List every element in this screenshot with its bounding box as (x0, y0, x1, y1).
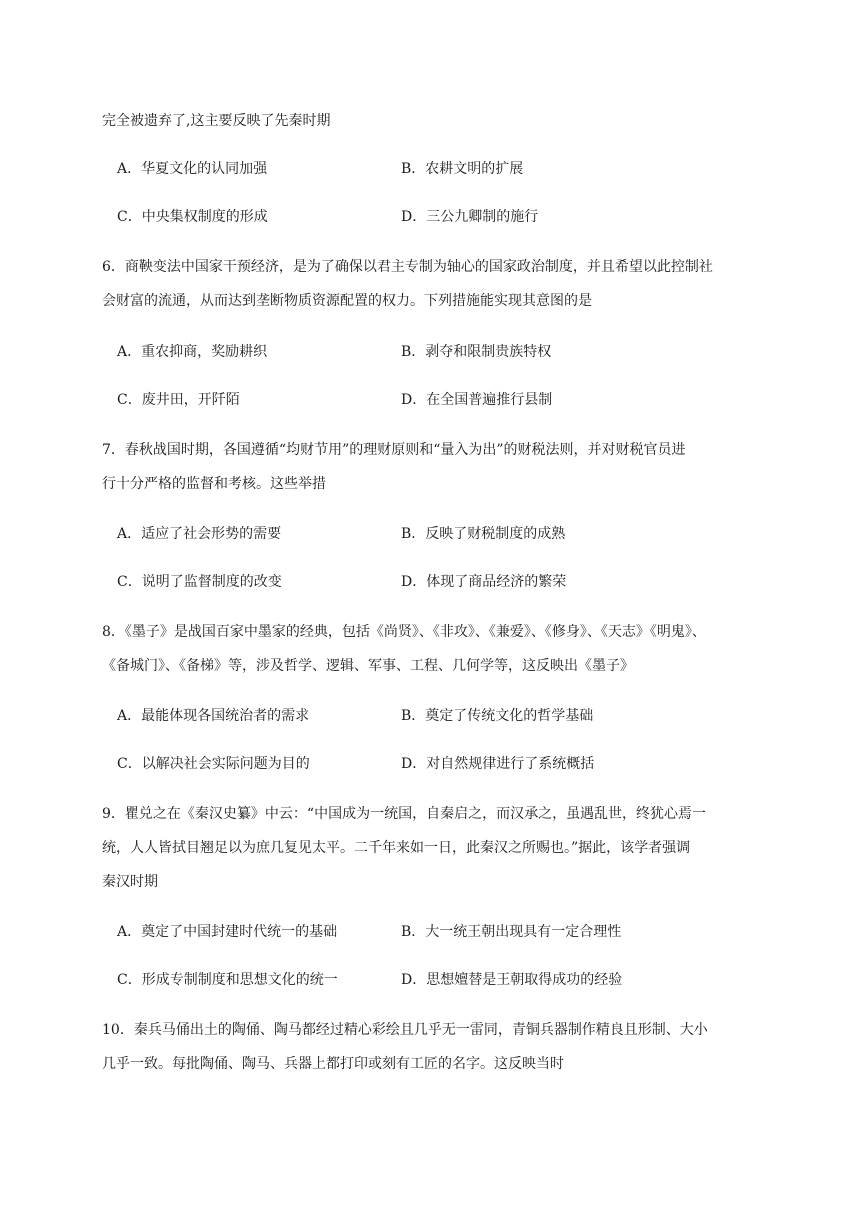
question-7-option-c: C．说明了监督制度的改变 (117, 574, 282, 590)
question-8-stem-line-2: 《备城门》、《备梯》等，涉及哲学、逻辑、军事、工程、几何学等，这反映出《墨子》 (102, 658, 634, 674)
question-8-option-c: C．以解决社会实际问题为目的 (117, 756, 310, 772)
question-9-stem-line-1: 9．瞿兑之在《秦汉史纂》中云：“中国成为一统国，自秦启之，而汉承之，虽遇乱世，终犹心焉一 (102, 806, 707, 822)
question-7-stem-line-2: 行十分严格的监督和考核。这些举措 (102, 476, 326, 492)
question-6-option-b: B．剥夺和限制贵族特权 (401, 344, 552, 360)
question-10-stem-line-2: 几乎一致。每批陶俑、陶马、兵器上都打印或刻有工匠的名字。这反映当时 (102, 1056, 564, 1072)
question-5-stem-tail: 完全被遗弃了,这主要反映了先秦时期 (102, 113, 331, 129)
question-9-stem-line-3: 秦汉时期 (102, 874, 158, 890)
question-6-option-c: C．废井田，开阡陌 (117, 392, 240, 408)
question-9-option-d: D．思想嬗替是王朝取得成功的经验 (401, 972, 623, 988)
question-7-option-b: B．反映了财税制度的成熟 (401, 526, 566, 542)
question-5-option-d: D．三公九卿制的施行 (401, 209, 539, 225)
question-8-option-a: A．最能体现各国统治者的需求 (117, 708, 310, 724)
question-9-option-c: C．形成专制制度和思想文化的统一 (117, 972, 338, 988)
question-6-stem-line-2: 会财富的流通，从而达到垄断物质资源配置的权力。下列措施能实现其意图的是 (102, 293, 592, 309)
question-10-stem-line-1: 10．秦兵马俑出土的陶俑、陶马都经过精心彩绘且几乎无一雷同，青铜兵器制作精良且形制、大小 (102, 1022, 708, 1038)
question-9-option-a: A．奠定了中国封建时代统一的基础 (117, 924, 338, 940)
question-8-option-d: D．对自然规律进行了系统概括 (401, 756, 595, 772)
question-6-option-a: A．重农抑商，奖励耕织 (117, 344, 268, 360)
question-6-stem-line-1: 6．商鞅变法中国家干预经济，是为了确保以君主专制为轴心的国家政治制度，并且希望以此控制社 (102, 259, 713, 275)
question-7-option-d: D．体现了商品经济的繁荣 (401, 574, 567, 590)
question-9-stem-line-2: 统，人人皆拭目翘足以为庶几复见太平。二千年来如一日，此秦汉之所赐也。”据此，该学者强调 (102, 840, 691, 856)
question-5-option-b: B．农耕文明的扩展 (401, 161, 524, 177)
question-7-stem-line-1: 7．春秋战国时期，各国遵循“均财节用”的理财原则和“量入为出”的财税法则，并对财税官员进 (102, 442, 686, 458)
question-7-option-a: A．适应了社会形势的需要 (117, 526, 282, 542)
question-5-option-a: A．华夏文化的认同加强 (117, 161, 268, 177)
question-5-option-c: C．中央集权制度的形成 (117, 209, 268, 225)
question-9-option-b: B．大一统王朝出现具有一定合理性 (401, 924, 622, 940)
question-8-stem-line-1: 8．《墨子》是战国百家中墨家的经典，包括《尚贤》、《非攻》、《兼爱》、《修身》、《天志》《明鬼》、 (102, 624, 706, 640)
question-8-option-b: B．奠定了传统文化的哲学基础 (401, 708, 594, 724)
question-6-option-d: D．在全国普遍推行县制 (401, 392, 553, 408)
